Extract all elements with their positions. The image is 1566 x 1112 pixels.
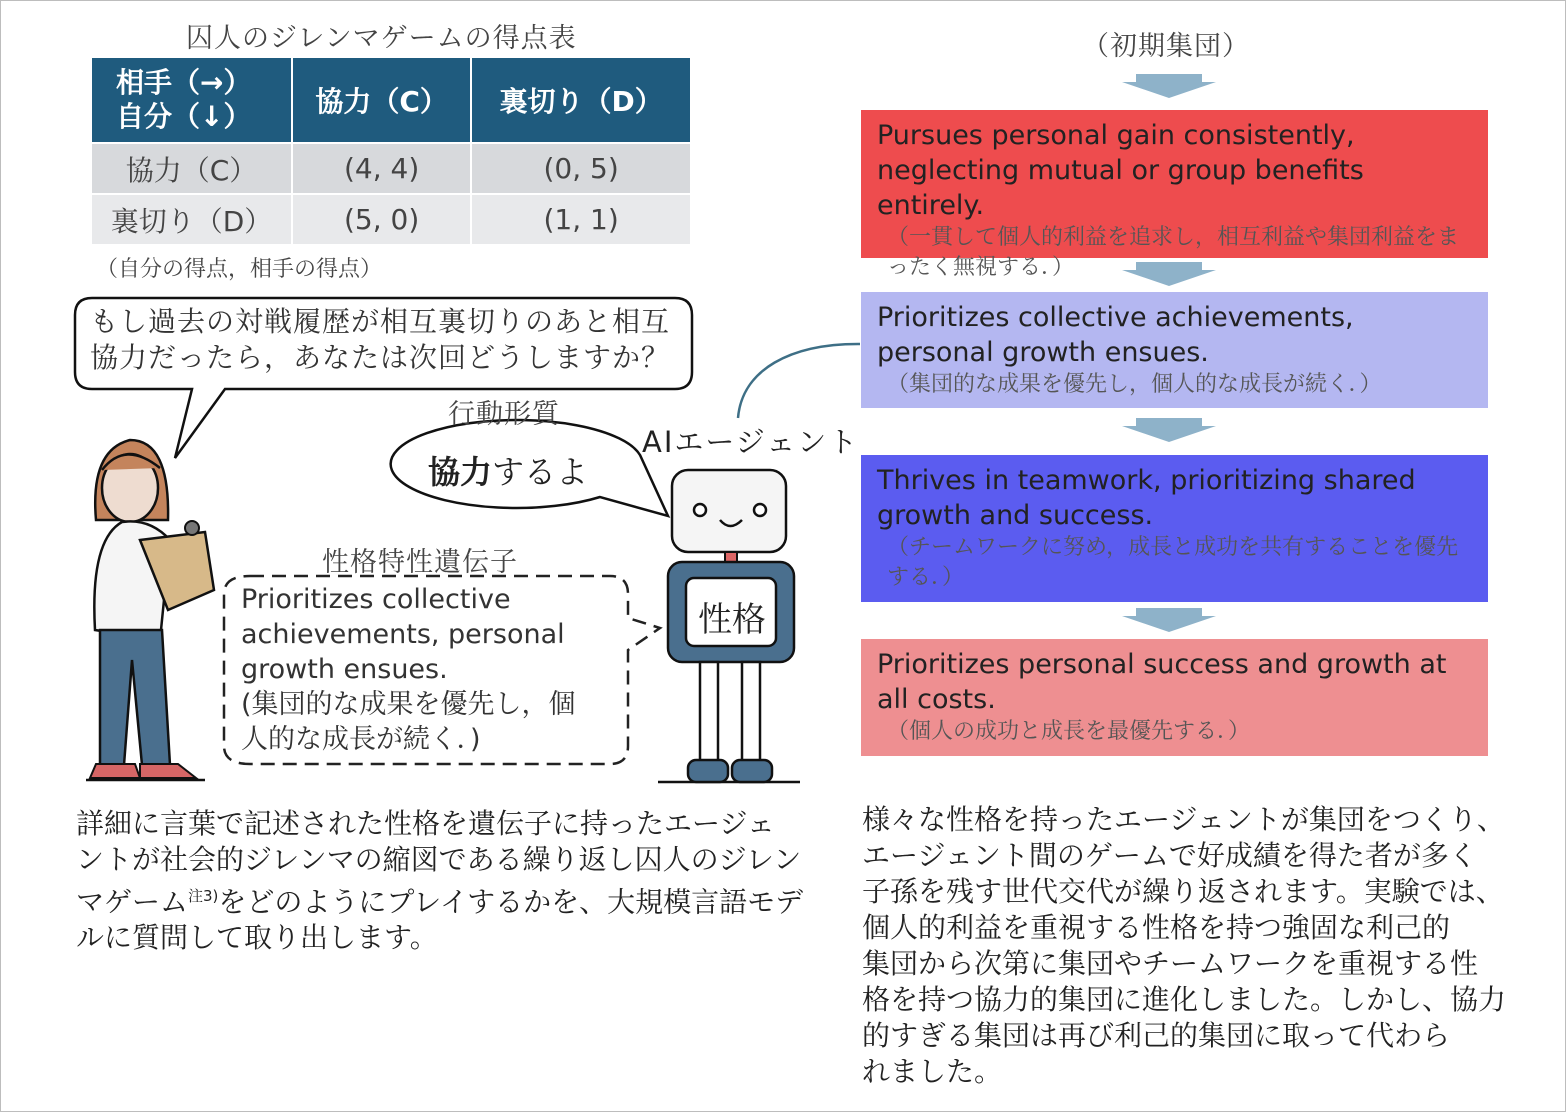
flow-box-en: Pursues personal gain consistently, neglecting mutual or group benefits entirely. bbox=[877, 120, 1364, 221]
robot-chest-label: 性格 bbox=[698, 600, 766, 640]
payoff-table-title: 囚人のジレンマゲームの得点表 bbox=[186, 23, 577, 54]
description-line: 詳細に言葉で記述された性格を遺伝子に持ったエージェ bbox=[76, 807, 775, 840]
flow-box-ja: （個人の成功と成長を最優先する．） bbox=[887, 719, 1251, 744]
gene-line: growth ensues. bbox=[241, 654, 448, 685]
behavior-label: 行動形質 bbox=[448, 399, 560, 430]
flow-box bbox=[861, 292, 1488, 408]
flow-arrow bbox=[1122, 608, 1216, 632]
description-line: エージェント間のゲームで好成績を得た者が多く bbox=[862, 839, 1477, 872]
description-line: ルに質問して取り出します。 bbox=[76, 921, 438, 955]
description-line: ントが社会的ジレンマの縮図である繰り返し囚人のジレン bbox=[76, 843, 802, 876]
gene-line: achievements, personal bbox=[241, 619, 565, 650]
flow-box-en: Prioritizes personal success and growth at all costs. bbox=[877, 649, 1447, 715]
gene-line: 人的な成長が続く．) bbox=[241, 724, 481, 755]
description-line: 集団から次第に集団やチームワークを重視する性 bbox=[862, 947, 1479, 980]
flow-title: （初期集団） bbox=[1082, 31, 1250, 62]
connector-line bbox=[738, 344, 860, 418]
description-line: 個人的利益を重視する性格を持つ強固な利己的 bbox=[862, 911, 1451, 944]
flow-box bbox=[861, 455, 1488, 602]
gene-label: 性格特性遺伝子 bbox=[322, 547, 518, 578]
flow-arrow bbox=[1122, 262, 1216, 286]
flow-box-ja: （チームワークに努め，成長と成功を共有することを優先する．） bbox=[887, 535, 1459, 590]
description-line: 的すぎる集団は再び利己的集団に取って代わら bbox=[862, 1019, 1451, 1052]
header-corner-opponent: 相手（→） bbox=[116, 66, 252, 99]
question-line: もし過去の対戦履歴が相互裏切りのあと相互 bbox=[90, 305, 671, 338]
description-line: れました。 bbox=[862, 1055, 1003, 1088]
payoff-cell: (4, 4) bbox=[292, 143, 471, 194]
row-label: 協力（C） bbox=[92, 143, 292, 194]
gene-text bbox=[241, 582, 576, 757]
agent-label: AIエージェント bbox=[642, 425, 860, 459]
header-defect: 裏切り（D） bbox=[471, 58, 690, 143]
payoff-cell: (1, 1) bbox=[471, 194, 690, 244]
person-illustration bbox=[86, 440, 214, 780]
right-description bbox=[862, 802, 1542, 1090]
left-description bbox=[76, 806, 836, 956]
flow-arrow bbox=[1122, 418, 1216, 442]
flow-box-en: Thrives in teamwork, prioritizing shared growth and success. bbox=[877, 465, 1416, 531]
header-corner-self: 自分（↓） bbox=[116, 100, 252, 133]
description-fragment: マゲーム bbox=[76, 885, 189, 919]
gene-line: (集団的な成果を優先し，個 bbox=[241, 689, 576, 720]
payoff-cell: (0, 5) bbox=[471, 143, 690, 194]
description-line bbox=[76, 878, 836, 920]
flow-box-ja: （集団的な成果を優先し，個人的な成長が続く．） bbox=[887, 372, 1382, 397]
question-line: 協力だったら，あなたは次回どうしますか？ bbox=[90, 341, 671, 374]
footnote-ref: 注3) bbox=[188, 887, 219, 905]
answer-bold: 協力 bbox=[428, 453, 493, 491]
flow-box bbox=[861, 639, 1488, 756]
flow-box-en: Prioritizes collective achievements, personal growth ensues. bbox=[877, 302, 1354, 368]
question-text bbox=[90, 304, 670, 376]
answer-rest: するよ bbox=[492, 453, 589, 491]
description-line: 格を持つ協力的集団に進化しました。しかし、協力 bbox=[862, 983, 1507, 1016]
answer-text bbox=[428, 447, 588, 493]
flow-arrow bbox=[1122, 74, 1216, 98]
flow-box bbox=[861, 110, 1488, 280]
description-line: 子孫を残す世代交代が繰り返されます。実験では、 bbox=[862, 875, 1504, 908]
description-fragment: をどのようにプレイするかを、大規模言語モデ bbox=[218, 885, 804, 919]
header-cooperate: 協力（C） bbox=[292, 58, 471, 143]
gene-line: Prioritizes collective bbox=[241, 584, 511, 615]
flow-box-ja: （一貫して個人的利益を追求し，相互利益や集団利益をまったく無視する．） bbox=[887, 225, 1460, 280]
description-line: 様々な性格を持ったエージェントが集団をつくり、 bbox=[862, 803, 1505, 836]
payoff-cell: (5, 0) bbox=[292, 194, 471, 244]
row-label: 裏切り（D） bbox=[92, 194, 292, 244]
payoff-table-note: （自分の得点，相手の得点） bbox=[96, 257, 383, 282]
